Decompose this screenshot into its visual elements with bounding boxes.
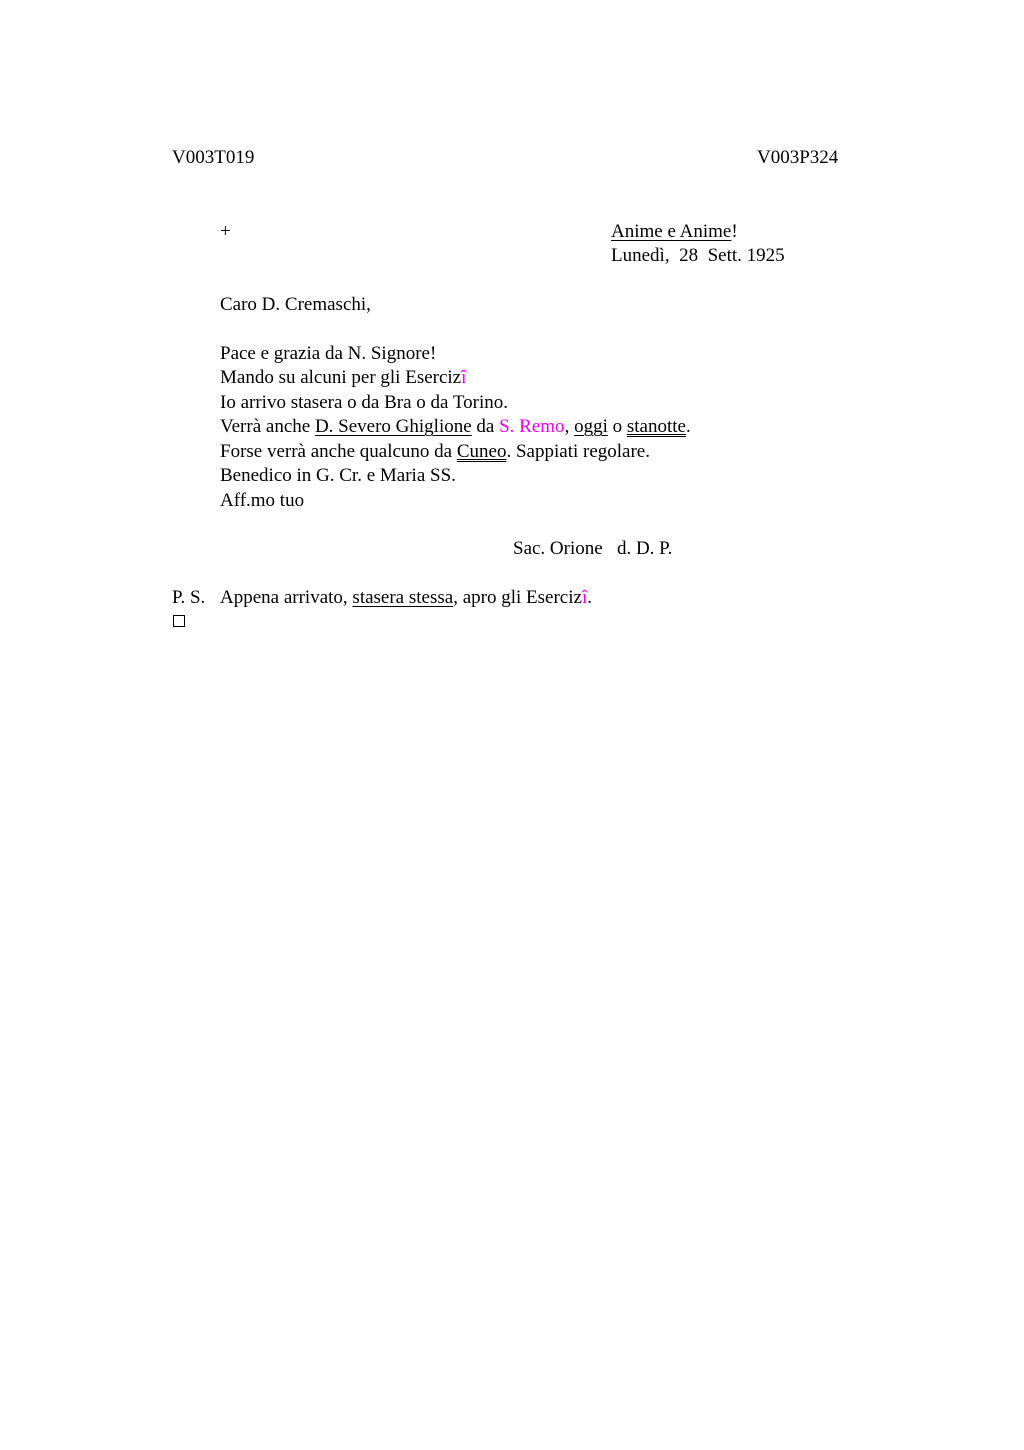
highlighted-place: S. Remo — [499, 416, 565, 437]
body-line-5 — [220, 440, 650, 464]
motto-punct: ! — [731, 221, 738, 242]
body-line-3: Io arrivo stasera o da Bra o da Torino. — [220, 392, 508, 413]
underlined-name: D. Severo Ghiglione — [314, 416, 472, 437]
postscript-text-e: . — [587, 587, 592, 608]
end-marker-box-icon — [173, 615, 185, 627]
postscript-text-c: , apro gli Eserciz — [453, 587, 582, 608]
header-right-code: V003P324 — [757, 147, 839, 168]
salutation: Caro D. Cremaschi, — [220, 294, 371, 315]
date-line: Lunedì, 28 Sett. 1925 — [611, 245, 785, 266]
double-underlined-place: Cuneo — [456, 441, 507, 462]
motto-text: Anime e Anime — [611, 221, 732, 242]
postscript-text — [220, 586, 592, 610]
underlined-phrase: stasera stessa — [352, 587, 454, 608]
signature: Sac. Orione d. D. P. — [513, 538, 673, 559]
body-line-4-text-c: da — [471, 416, 500, 437]
motto-line — [611, 220, 738, 244]
highlighted-char: î — [581, 587, 588, 608]
body-line-1: Pace e grazia da N. Signore! — [220, 343, 437, 364]
body-line-4 — [220, 415, 691, 439]
body-line-7: Aff.mo tuo — [220, 490, 305, 511]
body-line-5-text-c: . Sappiati regolare. — [506, 441, 650, 462]
body-line-4-text-g: o — [607, 416, 627, 437]
header-left-code: V003T019 — [172, 147, 255, 168]
postscript-label: P. S. — [172, 587, 206, 608]
body-line-6: Benedico in G. Cr. e Maria SS. — [220, 465, 456, 486]
underlined-oggi: oggi — [574, 416, 608, 437]
body-line-4-text-a: Verrà anche — [220, 416, 315, 437]
body-line-2 — [220, 366, 466, 390]
postscript-text-a: Appena arrivato, — [220, 587, 353, 608]
body-line-4-text-i: . — [685, 416, 691, 437]
double-underlined-stanotte: stanotte — [626, 416, 686, 437]
highlighted-char: î — [461, 367, 467, 388]
body-line-4-text-e: , — [564, 416, 575, 437]
cross-symbol: + — [220, 221, 231, 242]
body-line-5-text-a: Forse verrà anche qualcuno da — [220, 441, 457, 462]
body-line-2-text: Mando su alcuni per gli Eserciz — [220, 367, 462, 388]
